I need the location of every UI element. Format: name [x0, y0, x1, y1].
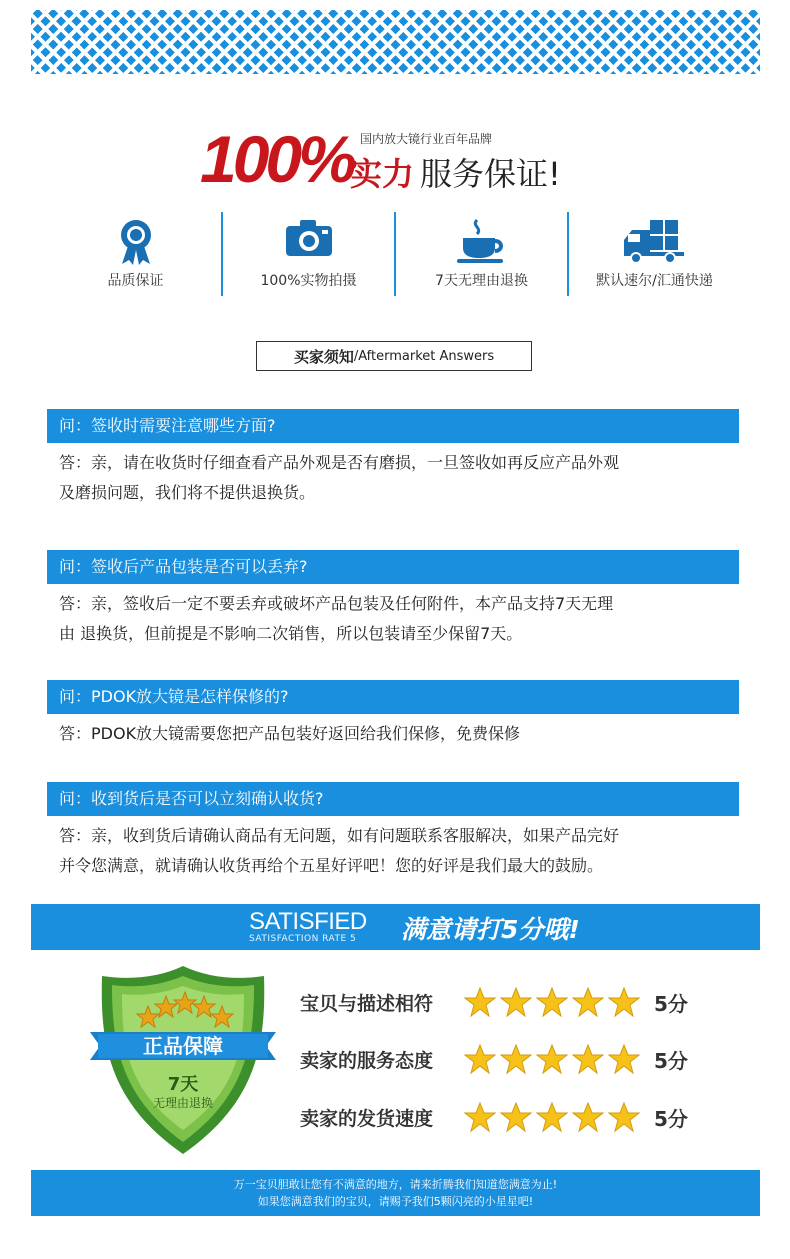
shield-badge-graphic [88, 962, 278, 1158]
ribbon-medal-icon [116, 218, 156, 270]
rating-stars [464, 986, 640, 1018]
camera-icon [284, 218, 334, 262]
badge-title: 正品保障 [143, 1034, 223, 1058]
faq-question: 问：PDOK放大镜是怎样保修的? [47, 680, 739, 714]
feature-quality [50, 212, 223, 296]
rating-stars [464, 1101, 640, 1133]
faq-answer-line: 答：亲，签收后一定不要丢弃或破坏产品包装及任何附件，本产品支持7天无理 [59, 594, 614, 613]
star-icon [464, 1043, 496, 1075]
notice-title-zh: 买家须知 [293, 347, 354, 366]
rating-row-shipping [300, 1097, 688, 1137]
rating-stars [464, 1043, 640, 1075]
star-icon [464, 1101, 496, 1133]
feature-photos [223, 212, 396, 296]
faq-answer [59, 589, 749, 649]
satisfied-en-sub: SATISFACTION RATE 5 [249, 934, 357, 944]
feature-label: 默认速尔/汇通快递 [596, 273, 713, 289]
faq-question: 问：签收时需要注意哪些方面? [47, 409, 739, 443]
star-icon [608, 1101, 640, 1133]
faq-answer-line: 答：亲，请在收货时仔细查看产品外观是否有磨损，一旦签收如再反应产品外观 [59, 453, 620, 472]
faq-answer-line: 并令您满意，就请确认收货再给个五星好评吧！您的好评是我们最大的鼓励。 [59, 856, 604, 875]
feature-label: 品质保证 [107, 273, 164, 289]
coffee-cup-icon [455, 218, 509, 268]
star-icon [572, 1043, 604, 1075]
badge-subtitle: 无理由退换 [152, 1096, 213, 1110]
satisfied-zh: 满意请打5分哦! [401, 915, 580, 944]
rating-score: 5分 [654, 991, 688, 1016]
rating-label: 卖家的发货速度 [300, 1107, 434, 1130]
rating-score: 5分 [654, 1106, 688, 1131]
faq-question: 问：收到货后是否可以立刻确认收货? [47, 782, 739, 816]
star-icon [500, 986, 532, 1018]
star-icon [608, 986, 640, 1018]
rating-row-service [300, 1039, 688, 1079]
star-icon [572, 1101, 604, 1133]
footer-line: 万一宝贝胆敢让您有不满意的地方，请来折腾我们知道您满意为止! [233, 1178, 558, 1191]
headline-strength: 实力 [350, 155, 415, 193]
star-icon [500, 1101, 532, 1133]
satisfied-en: SATISFIED [249, 908, 367, 935]
rating-label: 卖家的服务态度 [300, 1049, 434, 1072]
star-icon [464, 986, 496, 1018]
footer-banner [31, 1170, 760, 1216]
headline-service-guarantee: 服务保证! [420, 155, 561, 193]
faq-answer-line: 由 退换货，但前提是不影响二次销售，所以包装请至少保留7天。 [59, 624, 523, 643]
badge-days: 7天 [167, 1074, 199, 1095]
feature-delivery [569, 212, 740, 296]
rating-label: 宝贝与描述相符 [300, 992, 434, 1015]
feature-label: 7天无理由退换 [435, 273, 528, 289]
headline-brand-tagline: 国内放大镜行业百年品牌 [360, 132, 493, 146]
top-pattern-banner [31, 10, 760, 74]
faq-answer-line: 答：亲，收到货后请确认商品有无问题，如有问题联系客服解决，如果产品完好 [59, 826, 620, 845]
star-icon [608, 1043, 640, 1075]
star-icon [572, 986, 604, 1018]
footer-line: 如果您满意我们的宝贝，请赐予我们5颗闪亮的小星星吧! [257, 1195, 534, 1208]
faq-answer-line: 答：PDOK放大镜需要您把产品包装好返回给我们保修，免费保修 [59, 724, 521, 743]
satisfied-banner [31, 904, 760, 950]
genuine-guarantee-badge [88, 962, 278, 1158]
star-icon [500, 1043, 532, 1075]
faq-answer-line: 及磨损问题，我们将不提供退换货。 [59, 483, 316, 502]
rating-score: 5分 [654, 1048, 688, 1073]
feature-returns [396, 212, 569, 296]
faq-answer [59, 719, 749, 749]
faq-question: 问：签收后产品包装是否可以丢弃? [47, 550, 739, 584]
feature-label: 100%实物拍摄 [260, 273, 357, 289]
star-icon [536, 1043, 568, 1075]
delivery-truck-icon [622, 218, 688, 268]
star-icon [536, 986, 568, 1018]
feature-row [50, 212, 740, 296]
headline-100-percent: 100% [200, 122, 353, 196]
buyer-notice-title [256, 341, 532, 371]
rating-row-description [300, 982, 688, 1022]
star-icon [536, 1101, 568, 1133]
headline [200, 122, 620, 197]
faq-answer [59, 821, 749, 881]
notice-title-en: /Aftermarket Answers [353, 348, 495, 364]
faq-answer [59, 448, 749, 508]
